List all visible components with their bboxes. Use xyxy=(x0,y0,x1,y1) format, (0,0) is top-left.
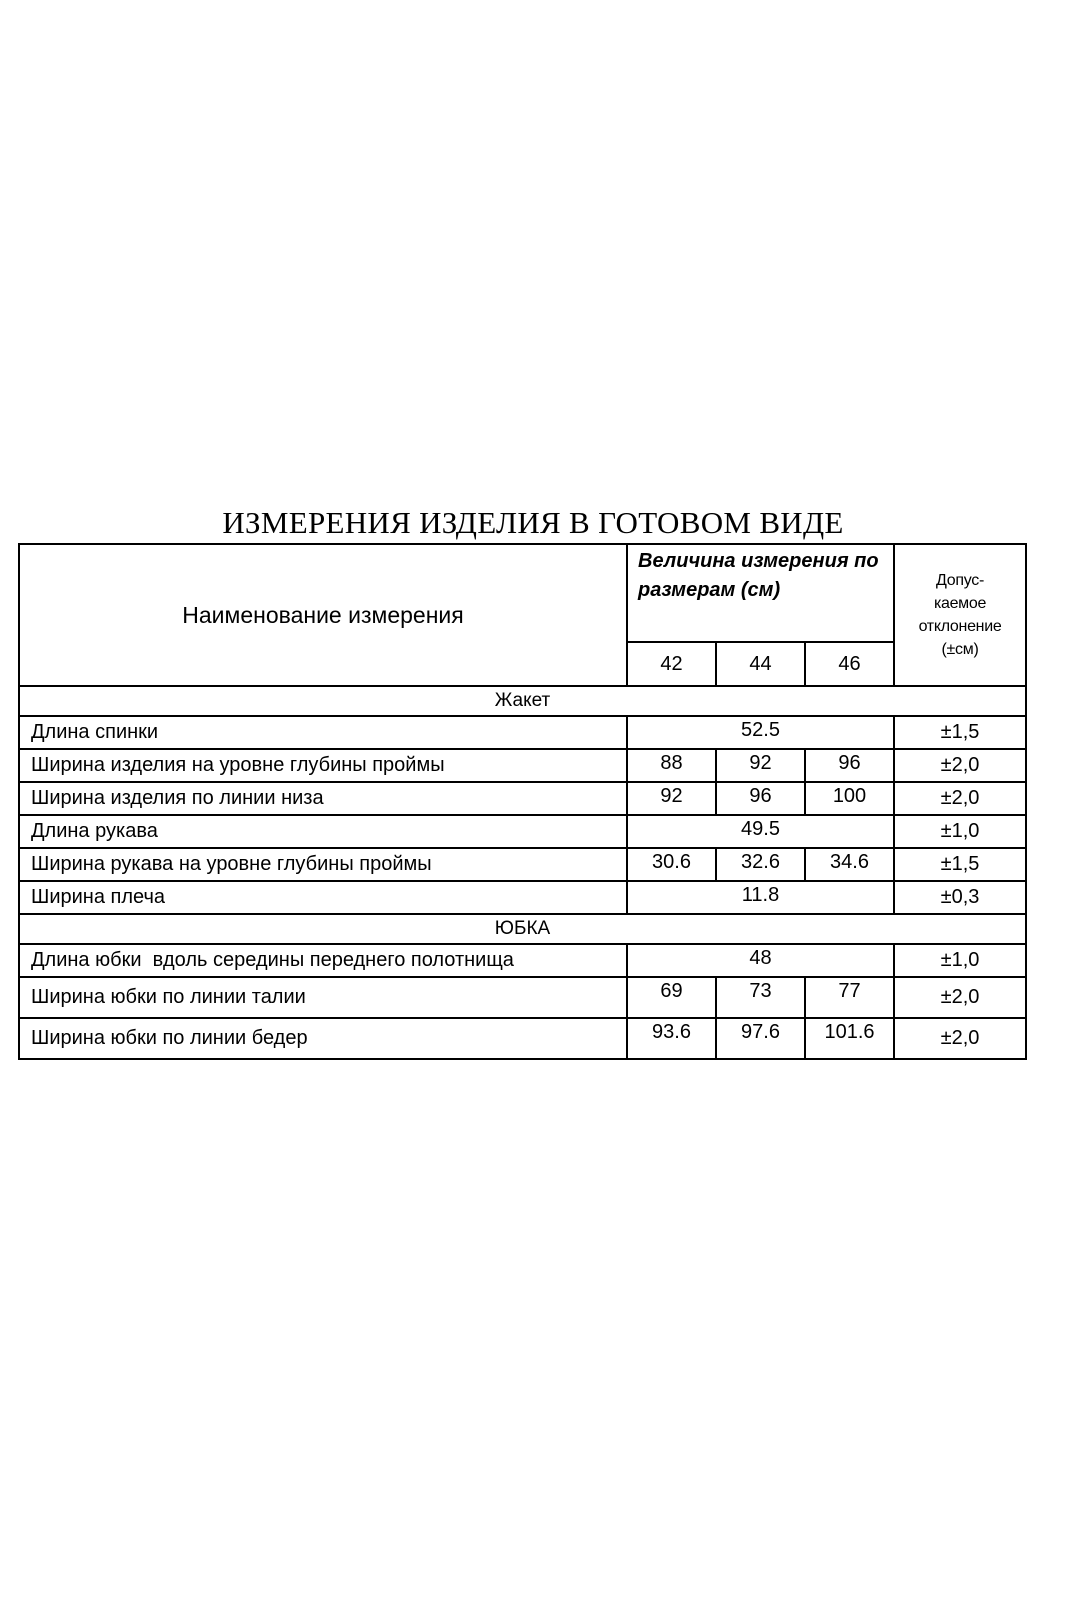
measurement-value-42: 88 xyxy=(627,749,716,782)
measurement-value-44: 92 xyxy=(716,749,805,782)
measurement-value-46: 96 xyxy=(805,749,894,782)
table-row xyxy=(19,815,1026,848)
measurements-table xyxy=(18,543,1027,1060)
measurement-name: Длина рукава xyxy=(19,815,627,848)
table-row xyxy=(19,782,1026,815)
measurement-value-46: 77 xyxy=(805,977,894,1018)
measurement-value: 52.5 xyxy=(627,716,894,749)
table-row xyxy=(19,1018,1026,1059)
tolerance-column-header xyxy=(894,544,1026,686)
measurement-tolerance: ±1,5 xyxy=(894,848,1026,881)
table-row xyxy=(19,749,1026,782)
measurement-value-44: 96 xyxy=(716,782,805,815)
table-row xyxy=(19,944,1026,977)
measurement-value-42: 92 xyxy=(627,782,716,815)
measurement-value-46: 100 xyxy=(805,782,894,815)
header-row xyxy=(19,544,1026,642)
measurement-value-42: 69 xyxy=(627,977,716,1018)
size-group-header-line1: Величина измерения по xyxy=(638,550,879,572)
measurement-name: Ширина изделия по линии низа xyxy=(19,782,627,815)
table-row xyxy=(19,977,1026,1018)
table-row xyxy=(19,848,1026,881)
tolerance-header-line1: Допус- xyxy=(936,572,984,589)
tolerance-header-line3: отклонение xyxy=(918,618,1002,635)
table-row xyxy=(19,716,1026,749)
measurement-tolerance: ±2,0 xyxy=(894,749,1026,782)
name-column-header xyxy=(19,544,627,686)
size-group-header xyxy=(627,544,894,642)
measurement-tolerance: ±0,3 xyxy=(894,881,1026,914)
measurement-tolerance: ±2,0 xyxy=(894,977,1026,1018)
section-label-skirt: ЮБКА xyxy=(19,914,1026,944)
measurement-value-42: 30.6 xyxy=(627,848,716,881)
measurement-value-42: 93.6 xyxy=(627,1018,716,1059)
measurement-name: Ширина рукава на уровне глубины проймы xyxy=(19,848,627,881)
measurement-value-44: 97.6 xyxy=(716,1018,805,1059)
size-header-42: 42 xyxy=(627,642,716,686)
tolerance-header-line4: (±см) xyxy=(941,641,979,658)
table-row xyxy=(19,881,1026,914)
measurement-tolerance: ±2,0 xyxy=(894,1018,1026,1059)
measurement-tolerance: ±1,0 xyxy=(894,944,1026,977)
measurement-value: 48 xyxy=(627,944,894,977)
measurement-value-44: 73 xyxy=(716,977,805,1018)
measurement-value: 11.8 xyxy=(627,881,894,914)
measurement-name: Ширина изделия на уровне глубины проймы xyxy=(19,749,627,782)
section-row-jacket xyxy=(19,686,1026,716)
measurement-name: Ширина юбки по линии талии xyxy=(19,977,627,1018)
measurement-tolerance: ±1,0 xyxy=(894,815,1026,848)
measurement-name: Длина спинки xyxy=(19,716,627,749)
size-header-44: 44 xyxy=(716,642,805,686)
measurement-value-44: 32.6 xyxy=(716,848,805,881)
measurement-tolerance: ±2,0 xyxy=(894,782,1026,815)
name-column-header-text: Наименование измерения xyxy=(182,601,464,628)
size-group-header-line2: размерам (см) xyxy=(638,579,781,601)
section-row-skirt xyxy=(19,914,1026,944)
measurement-value: 49.5 xyxy=(627,815,894,848)
measurement-name: Ширина плеча xyxy=(19,881,627,914)
measurement-name: Длина юбки вдоль середины переднего полотнища xyxy=(19,944,627,977)
measurement-value-46: 34.6 xyxy=(805,848,894,881)
document-title: ИЗМЕРЕНИЯ ИЗДЕЛИЯ В ГОТОВОМ ВИДЕ xyxy=(222,505,844,540)
tolerance-header-line2: каемое xyxy=(933,595,987,612)
section-label-jacket: Жакет xyxy=(19,686,1026,716)
size-header-46: 46 xyxy=(805,642,894,686)
measurement-name: Ширина юбки по линии бедер xyxy=(19,1018,627,1059)
measurement-tolerance: ±1,5 xyxy=(894,716,1026,749)
measurement-value-46: 101.6 xyxy=(805,1018,894,1059)
